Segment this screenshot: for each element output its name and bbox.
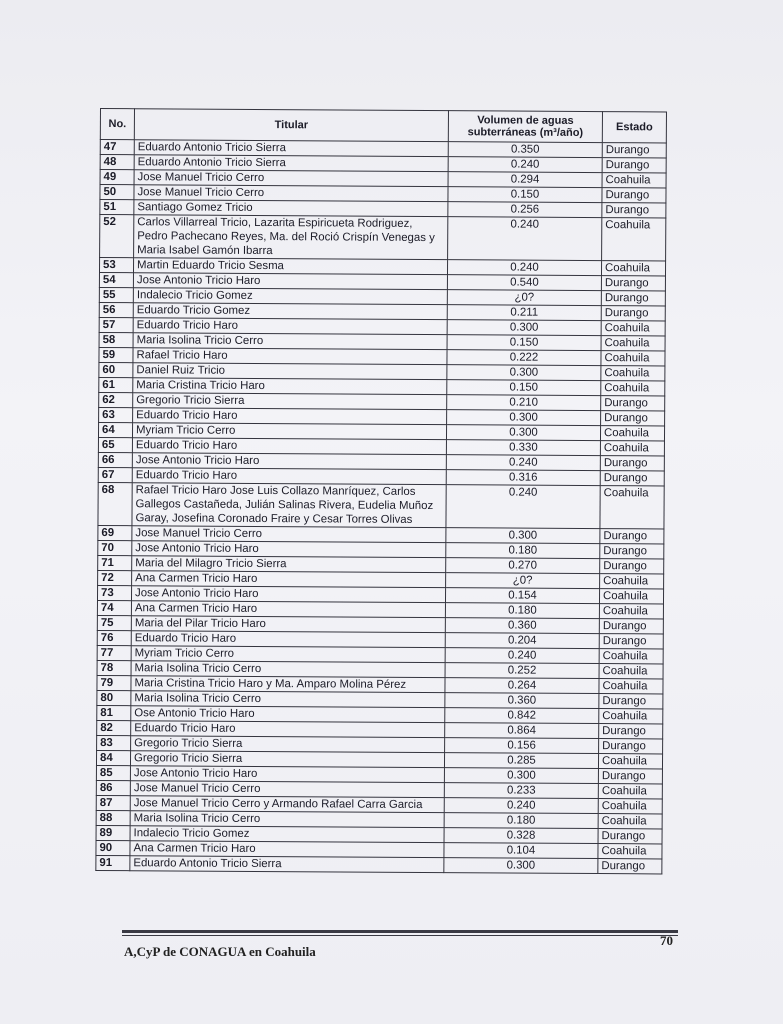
cell-titular: Eduardo Tricio Haro [132, 438, 446, 455]
cell-estado: Coahuila [598, 784, 662, 799]
cell-no: 77 [97, 645, 131, 660]
cell-titular: Eduardo Antonio Tricio Sierra [130, 856, 444, 873]
cell-estado: Durango [599, 739, 663, 754]
cell-estado: Coahuila [601, 261, 665, 276]
cell-titular: Myriam Tricio Cerro [132, 423, 446, 440]
cell-volumen: 0.240 [447, 260, 601, 276]
cell-titular: Maria del Milagro Tricio Sierra [132, 556, 446, 573]
cell-estado: Durango [599, 634, 663, 649]
cell-volumen: 0.150 [447, 380, 601, 396]
cell-no: 64 [98, 422, 132, 437]
cell-estado: Coahuila [600, 441, 664, 456]
cell-estado: Durango [598, 859, 662, 874]
cell-titular: Jose Antonio Tricio Haro [133, 273, 447, 290]
cell-volumen: 0.316 [446, 470, 600, 486]
table-row [98, 482, 664, 528]
header-volumen: Volumen de aguas subterráneas (m³/año) [448, 111, 602, 143]
cell-volumen: 0.330 [446, 440, 600, 456]
cell-estado: Coahuila [602, 173, 666, 188]
cell-titular: Carlos Villarreal Tricio, Lazarita Espiricueta Rodriguez, Pedro Pachecano Reyes, Ma. del Roció Crispín Venegas y Maria Isabel Gamón Ibarra [134, 215, 448, 260]
cell-estado: Durango [598, 829, 662, 844]
cell-volumen: 0.104 [444, 843, 598, 859]
footer-organization: A,CyP de CONAGUA en Coahuila [124, 944, 316, 959]
cell-volumen: 0.180 [445, 603, 599, 619]
cell-titular: Jose Manuel Tricio Cerro [130, 781, 444, 798]
cell-no: 83 [97, 735, 131, 750]
cell-volumen: 0.150 [447, 335, 601, 351]
table-header-row [100, 109, 666, 143]
cell-volumen: 0.300 [447, 410, 601, 426]
table-row [100, 215, 666, 261]
cell-titular: Eduardo Tricio Gomez [133, 303, 447, 320]
cell-titular: Maria Isolina Tricio Cerro [131, 661, 445, 678]
cell-titular: Jose Manuel Tricio Cerro y Armando Rafael Carra Garcia [130, 796, 444, 813]
cell-estado: Coahuila [599, 664, 663, 679]
cell-no: 48 [100, 155, 134, 170]
cell-titular: Jose Manuel Tricio Cerro [134, 170, 448, 187]
cell-titular: Maria Isolina Tricio Cerro [133, 333, 447, 350]
cell-no: 68 [98, 482, 132, 525]
page-number: 70 [660, 933, 673, 948]
cell-volumen: 0.240 [445, 648, 599, 664]
cell-no: 70 [98, 540, 132, 555]
cell-volumen: 0.300 [446, 528, 600, 544]
cell-no: 90 [96, 840, 130, 855]
cell-volumen: 0.300 [447, 320, 601, 336]
cell-volumen: 0.240 [448, 157, 602, 173]
cell-estado: Durango [601, 291, 665, 306]
cell-no: 79 [97, 675, 131, 690]
cell-titular: Maria Cristina Tricio Haro y Ma. Amparo Molina Pérez [131, 676, 445, 693]
cell-no: 61 [99, 377, 133, 392]
cell-no: 47 [100, 140, 134, 155]
cell-no: 85 [96, 765, 130, 780]
cell-no: 51 [100, 200, 134, 215]
header-titular: Titular [134, 109, 448, 142]
cell-estado: Coahuila [598, 814, 662, 829]
cell-no: 86 [96, 780, 130, 795]
cell-titular: Jose Manuel Tricio Cerro [134, 185, 448, 202]
cell-estado: Durango [601, 306, 665, 321]
cell-volumen: 0.222 [447, 350, 601, 366]
cell-no: 54 [99, 273, 133, 288]
cell-volumen: 0.285 [444, 753, 598, 769]
cell-no: 73 [97, 585, 131, 600]
cell-volumen: 0.240 [444, 798, 598, 814]
table-row [96, 855, 662, 873]
cell-titular: Eduardo Tricio Haro [131, 721, 445, 738]
cell-titular: Indalecio Tricio Gomez [133, 288, 447, 305]
cell-no: 88 [96, 810, 130, 825]
cell-estado: Coahuila [599, 709, 663, 724]
cell-no: 52 [100, 215, 134, 258]
cell-titular: Eduardo Antonio Tricio Sierra [134, 155, 448, 172]
cell-volumen: 0.154 [445, 588, 599, 604]
cell-volumen: 0.204 [445, 633, 599, 649]
cell-estado: Coahuila [601, 336, 665, 351]
cell-no: 56 [99, 302, 133, 317]
cell-titular: Eduardo Tricio Haro [132, 468, 446, 485]
cell-estado: Durango [599, 619, 663, 634]
cell-estado: Durango [598, 769, 662, 784]
cell-volumen: ¿0? [446, 573, 600, 589]
cell-titular: Maria Isolina Tricio Cerro [131, 691, 445, 708]
cell-titular: Ana Carmen Tricio Haro [130, 841, 444, 858]
cell-no: 63 [99, 407, 133, 422]
cell-volumen: 0.864 [445, 723, 599, 739]
footer-divider-thin [122, 935, 678, 936]
cell-no: 72 [98, 570, 132, 585]
cell-estado: Durango [600, 529, 664, 544]
cell-no: 78 [97, 660, 131, 675]
cell-no: 75 [97, 615, 131, 630]
cell-titular: Martin Eduardo Tricio Sesma [133, 258, 447, 275]
cell-titular: Indalecio Tricio Gomez [130, 826, 444, 843]
cell-estado: Coahuila [601, 366, 665, 381]
cell-no: 55 [99, 287, 133, 302]
cell-estado: Durango [600, 559, 664, 574]
cell-estado: Coahuila [602, 218, 666, 261]
cell-volumen: 0.300 [446, 425, 600, 441]
cell-no: 80 [97, 690, 131, 705]
cell-titular: Eduardo Tricio Haro [131, 631, 445, 648]
cell-estado: Durango [602, 143, 666, 158]
cell-estado: Coahuila [600, 574, 664, 589]
cell-titular: Rafael Tricio Haro [133, 348, 447, 365]
cell-titular: Gregorio Tricio Sierra [133, 393, 447, 410]
cell-volumen: 0.328 [444, 828, 598, 844]
water-rights-table [95, 108, 667, 874]
cell-volumen: 0.264 [445, 678, 599, 694]
cell-titular: Eduardo Antonio Tricio Sierra [134, 140, 448, 157]
cell-titular: Maria Cristina Tricio Haro [133, 378, 447, 395]
cell-volumen: 0.180 [446, 543, 600, 559]
cell-no: 67 [98, 467, 132, 482]
cell-titular: Maria del Pilar Tricio Haro [131, 616, 445, 633]
cell-volumen: 0.294 [448, 172, 602, 188]
cell-no: 50 [100, 185, 134, 200]
footer-divider [122, 930, 678, 933]
cell-estado: Durango [600, 544, 664, 559]
cell-volumen: 0.210 [447, 395, 601, 411]
cell-estado: Durango [602, 203, 666, 218]
cell-estado: Coahuila [598, 844, 662, 859]
cell-volumen: 0.240 [446, 485, 600, 529]
cell-titular: Jose Manuel Tricio Cerro [132, 526, 446, 543]
cell-no: 58 [99, 332, 133, 347]
cell-titular: Maria Isolina Tricio Cerro [130, 811, 444, 828]
cell-volumen: 0.233 [444, 783, 598, 799]
cell-volumen: 0.300 [447, 365, 601, 381]
cell-no: 62 [99, 392, 133, 407]
cell-no: 76 [97, 630, 131, 645]
cell-volumen: 0.350 [448, 142, 602, 158]
cell-volumen: 0.300 [444, 858, 598, 874]
cell-volumen: 0.360 [445, 693, 599, 709]
cell-no: 65 [98, 437, 132, 452]
cell-titular: Myriam Tricio Cerro [131, 646, 445, 663]
cell-titular: Ose Antonio Tricio Haro [131, 706, 445, 723]
cell-volumen: ¿0? [447, 290, 601, 306]
cell-estado: Durango [601, 396, 665, 411]
cell-titular: Daniel Ruiz Tricio [133, 363, 447, 380]
cell-volumen: 0.256 [448, 202, 602, 218]
cell-estado: Coahuila [600, 486, 664, 529]
cell-titular: Gregorio Tricio Sierra [130, 751, 444, 768]
cell-volumen: 0.156 [445, 738, 599, 754]
cell-titular: Rafael Tricio Haro Jose Luis Collazo Manríquez, Carlos Gallegos Castañeda, Julián Salinas Rivera, Eudelia Muñoz Garay, Josefina Coronado Fraire y Cesar Torres Olivas [132, 483, 446, 528]
cell-titular: Santiago Gomez Tricio [134, 200, 448, 217]
cell-no: 49 [100, 170, 134, 185]
cell-no: 59 [99, 347, 133, 362]
cell-titular: Ana Carmen Tricio Haro [132, 571, 446, 588]
cell-estado: Coahuila [599, 589, 663, 604]
cell-estado: Coahuila [601, 321, 665, 336]
cell-volumen: 0.270 [446, 558, 600, 574]
header-estado: Estado [602, 112, 666, 143]
cell-no: 74 [97, 600, 131, 615]
cell-volumen: 0.150 [448, 187, 602, 203]
cell-estado: Coahuila [599, 679, 663, 694]
cell-estado: Coahuila [600, 426, 664, 441]
cell-no: 71 [98, 555, 132, 570]
cell-volumen: 0.211 [447, 305, 601, 321]
cell-titular: Jose Antonio Tricio Haro [132, 541, 446, 558]
cell-volumen: 0.240 [448, 217, 602, 261]
cell-estado: Durango [600, 471, 664, 486]
cell-no: 69 [98, 525, 132, 540]
cell-volumen: 0.360 [445, 618, 599, 634]
cell-no: 81 [97, 705, 131, 720]
cell-titular: Jose Antonio Tricio Haro [130, 766, 444, 783]
cell-estado: Coahuila [599, 604, 663, 619]
cell-volumen: 0.300 [444, 768, 598, 784]
cell-titular: Ana Carmen Tricio Haro [131, 601, 445, 618]
cell-no: 84 [96, 750, 130, 765]
cell-volumen: 0.252 [445, 663, 599, 679]
cell-estado: Durango [599, 694, 663, 709]
table-body [96, 140, 666, 874]
cell-estado: Durango [601, 276, 665, 291]
cell-estado: Durango [599, 724, 663, 739]
cell-volumen: 0.240 [446, 455, 600, 471]
cell-no: 66 [98, 452, 132, 467]
table-container [95, 108, 666, 874]
cell-titular: Eduardo Tricio Haro [133, 408, 447, 425]
cell-estado: Durango [601, 411, 665, 426]
cell-titular: Jose Antonio Tricio Haro [131, 586, 445, 603]
cell-no: 53 [99, 258, 133, 273]
cell-estado: Coahuila [598, 799, 662, 814]
cell-estado: Coahuila [599, 649, 663, 664]
cell-volumen: 0.540 [447, 275, 601, 291]
cell-no: 89 [96, 825, 130, 840]
cell-estado: Durango [602, 158, 666, 173]
header-no: No. [100, 109, 134, 140]
cell-volumen: 0.842 [445, 708, 599, 724]
cell-no: 87 [96, 795, 130, 810]
cell-no: 91 [96, 855, 130, 870]
cell-titular: Jose Antonio Tricio Haro [132, 453, 446, 470]
cell-no: 57 [99, 317, 133, 332]
cell-estado: Coahuila [601, 351, 665, 366]
cell-estado: Durango [602, 188, 666, 203]
cell-estado: Coahuila [601, 381, 665, 396]
cell-estado: Coahuila [598, 754, 662, 769]
cell-titular: Gregorio Tricio Sierra [131, 736, 445, 753]
cell-estado: Durango [600, 456, 664, 471]
cell-volumen: 0.180 [444, 813, 598, 829]
cell-no: 82 [97, 720, 131, 735]
cell-no: 60 [99, 362, 133, 377]
cell-titular: Eduardo Tricio Haro [133, 318, 447, 335]
